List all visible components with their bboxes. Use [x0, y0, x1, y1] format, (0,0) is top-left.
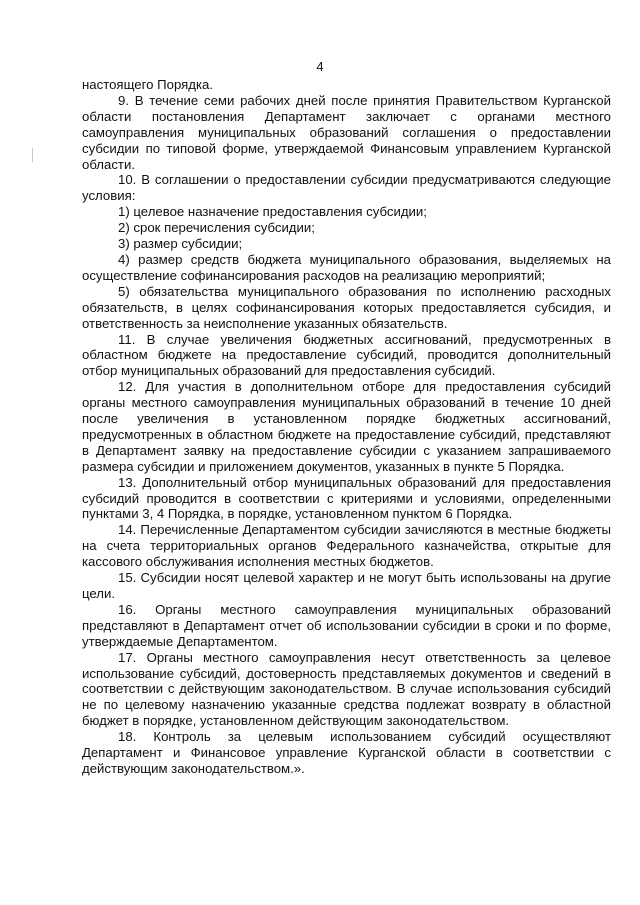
- document-body: [82, 77, 611, 777]
- paragraph-11: 11. В случае увеличения бюджетных ассигнований, предусмотренных в областном бюджете на предоставление субсидий, проводится дополнительный отбор муниципальных образований для предоставления субсидий.: [82, 331, 611, 379]
- paragraph-continuation: настоящего Порядка.: [82, 77, 214, 92]
- paragraph-15: 15. Субсидии носят целевой характер и не могут быть использованы на другие цели.: [82, 570, 611, 601]
- list-item-4: 4) размер средств бюджета муниципального образования, выделяемых на осуществление софинансирования расходов на реализацию мероприятий;: [82, 251, 611, 283]
- paragraph-17: 17. Органы местного самоуправления несут ответственность за целевое использование субсидий, достоверность представляемых документов и сведений в соответствии с действующим законодательством. В случае использования субсидий не по целевому назначению указанные средства подлежат возврату в областной бюджет в порядке, установленном действующим законодательством.: [82, 649, 611, 729]
- margin-mark: [32, 148, 33, 162]
- paragraph-12: 12. Для участия в дополнительном отборе для предоставления субсидий органы местного самоуправления муниципальных образований в течение 10 дней после увеличения в установленном порядке бюджетных ассигнований, предусмотренных в областном бюджете на предоставление субсидий, представляют в Департамент заявку на предоставление субсидии с указанием запрашиваемого размера субсидии и приложением документов, указанных в пункте 5 Порядка.: [82, 379, 611, 474]
- page-number: 4: [316, 59, 324, 74]
- list-item-3: 3) размер субсидии;: [118, 236, 243, 252]
- paragraph-14: 14. Перечисленные Департаментом субсидии зачисляются в местные бюджеты на счета территориальных органов Федерального казначейства, открытые для кассового обслуживания исполнения местных бюджетов.: [82, 522, 611, 570]
- paragraph-13: 13. Дополнительный отбор муниципальных образований для предоставления субсидий проводится в соответствии с критериями и условиями, определенными пунктами 3, 4 Порядка, в порядке, установленном пунктом 6 Порядка.: [82, 474, 611, 522]
- list-item-5: 5) обязательства муниципального образования по исполнению расходных обязательств, в целях софинансирования которых предоставляется субсидия, и ответственность за неисполнение указанных обязательств.: [82, 283, 611, 331]
- list-item-2: 2) срок перечисления субсидии;: [118, 220, 315, 236]
- paragraph-16: 16. Органы местного самоуправления муниципальных образований представляют в Департамент отчет об использовании субсидии в сроки и по форме, утверждаемые Департаментом.: [82, 601, 611, 649]
- paragraph-9: 9. В течение семи рабочих дней после принятия Правительством Курганской области постановления Департамент заключает с органами местного самоуправления муниципальных образований соглашения о предоставлении субсидии по типовой форме, утверждаемой Финансовым управлением Курганской области.: [82, 92, 611, 172]
- list-item-1: 1) целевое назначение предоставления субсидии;: [118, 204, 427, 220]
- paragraph-10: 10. В соглашении о предоставлении субсидии предусматриваются следующие условия:: [82, 172, 611, 204]
- paragraph-18: 18. Контроль за целевым использованием субсидий осуществляют Департамент и Финансовое управление Курганской области в соответствии с действующим законодательством.».: [82, 729, 611, 776]
